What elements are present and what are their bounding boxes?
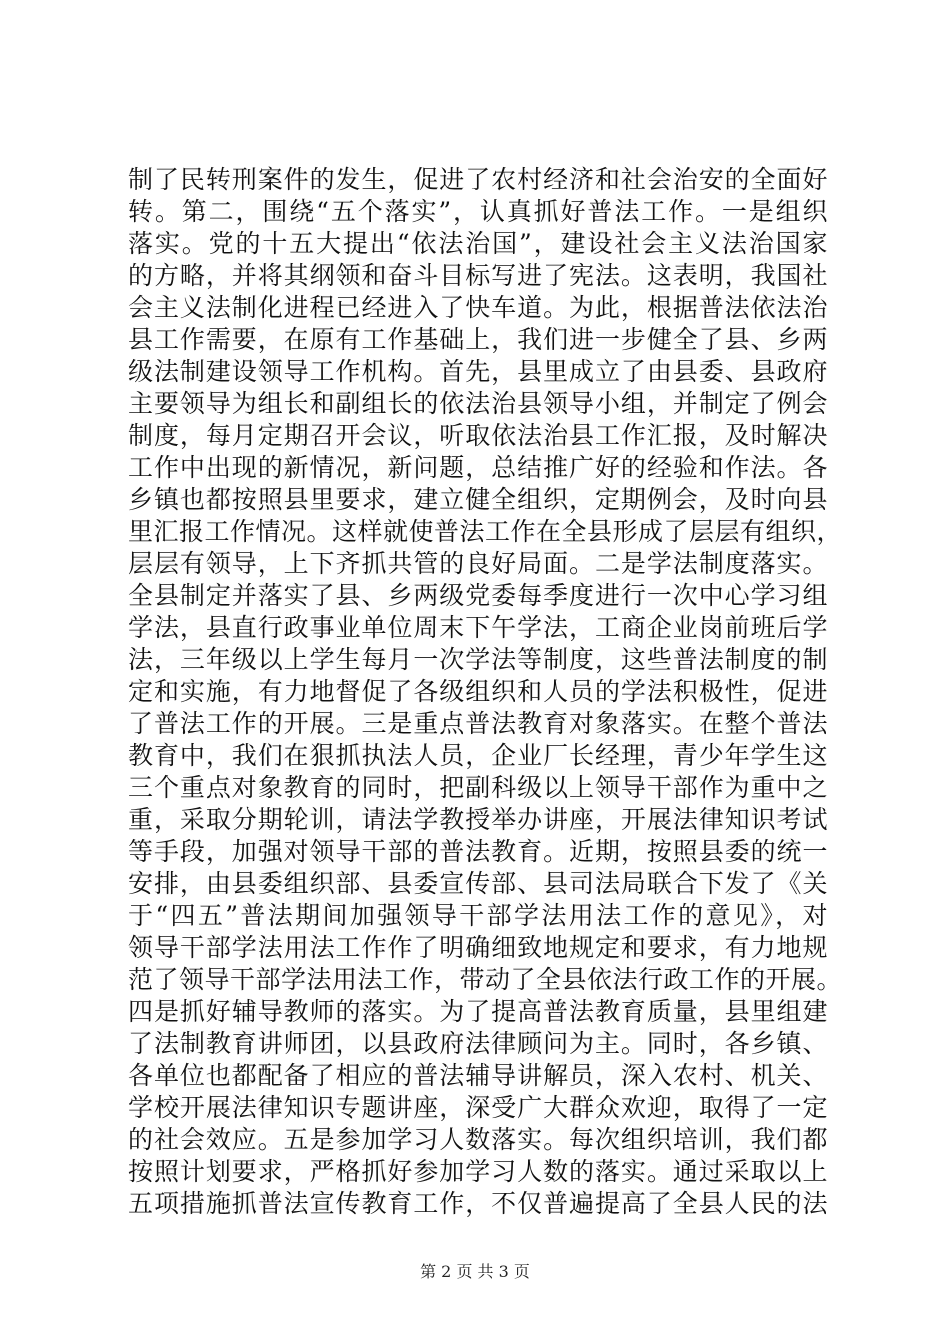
- body-line: 主要领导为组长和副组长的依法治县领导小组，并制定了例会: [128, 389, 828, 418]
- body-line: 学法，县直行政事业单位周末下午学法，工商企业岗前班后学: [128, 613, 828, 642]
- body-line: 的社会效应。五是参加学习人数落实。每次组织培训，我们都: [128, 1125, 828, 1154]
- body-line: 落实。党的十五大提出“依法治国”，建设社会主义法治国家: [128, 229, 828, 258]
- body-line: 法，三年级以上学生每月一次学法等制度，这些普法制度的制: [128, 645, 828, 674]
- body-line: 安排，由县委组织部、县委宣传部、县司法局联合下发了《关: [128, 869, 828, 898]
- body-line: 了法制教育讲师团，以县政府法律顾问为主。同时，各乡镇、: [128, 1029, 828, 1058]
- body-line: 乡镇也都按照县里要求，建立健全组织，定期例会，及时向县: [128, 485, 828, 514]
- body-line: 里汇报工作情况。这样就使普法工作在全县形成了层层有组织，: [128, 517, 843, 546]
- body-line: 的方略，并将其纲领和奋斗目标写进了宪法。这表明，我国社: [128, 261, 828, 290]
- body-line: 定和实施，有力地督促了各级组织和人员的学法积极性，促进: [128, 677, 828, 706]
- body-line: 层层有领导，上下齐抓共管的良好局面。二是学法制度落实。: [128, 549, 828, 578]
- body-line: 按照计划要求，严格抓好参加学习人数的落实。通过采取以上: [128, 1157, 828, 1186]
- body-line: 各单位也都配备了相应的普法辅导讲解员，深入农村、机关、: [128, 1061, 828, 1090]
- body-line: 于“四五”普法期间加强领导干部学法用法工作的意见》，对: [128, 901, 828, 930]
- body-line: 工作中出现的新情况，新问题，总结推广好的经验和作法。各: [128, 453, 828, 482]
- body-line: 级法制建设领导工作机构。首先，县里成立了由县委、县政府: [128, 357, 828, 386]
- body-line: 转。第二，围绕“五个落实”，认真抓好普法工作。一是组织: [128, 197, 828, 226]
- body-line: 会主义法制化进程已经进入了快车道。为此，根据普法依法治: [128, 293, 828, 322]
- page-footer: 第 2 页 共 3 页: [420, 1262, 530, 1281]
- body-line: 教育中，我们在狠抓执法人员，企业厂长经理，青少年学生这: [128, 741, 828, 770]
- body-line: 全县制定并落实了县、乡两级党委每季度进行一次中心学习组: [128, 581, 828, 610]
- body-line: 领导干部学法用法工作作了明确细致地规定和要求，有力地规: [128, 933, 828, 962]
- body-line: 等手段，加强对领导干部的普法教育。近期，按照县委的统一: [128, 837, 828, 866]
- body-line: 重，采取分期轮训，请法学教授举办讲座，开展法律知识考试: [128, 805, 828, 834]
- body-line: 五项措施抓普法宣传教育工作，不仅普遍提高了全县人民的法: [128, 1189, 828, 1218]
- body-line: 四是抓好辅导教师的落实。为了提高普法教育质量，县里组建: [128, 997, 828, 1026]
- body-line: 了普法工作的开展。三是重点普法教育对象落实。在整个普法: [128, 709, 828, 738]
- body-line: 制了民转刑案件的发生，促进了农村经济和社会治安的全面好: [128, 165, 828, 194]
- body-line: 县工作需要，在原有工作基础上，我们进一步健全了县、乡两: [128, 325, 828, 354]
- body-line: 三个重点对象教育的同时，把副科级以上领导干部作为重中之: [128, 773, 828, 802]
- body-line: 学校开展法律知识专题讲座，深受广大群众欢迎，取得了一定: [128, 1093, 828, 1122]
- body-line: 范了领导干部学法用法工作，带动了全县依法行政工作的开展。: [128, 965, 843, 994]
- document-body: [128, 164, 843, 1220]
- body-line: 制度，每月定期召开会议，听取依法治县工作汇报，及时解决: [128, 421, 828, 450]
